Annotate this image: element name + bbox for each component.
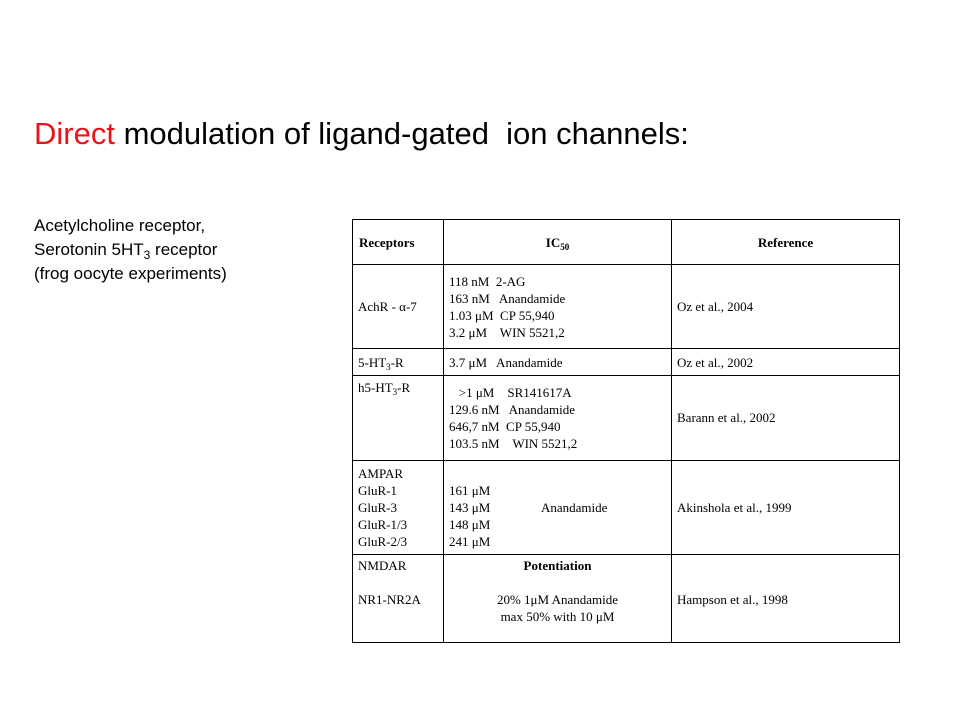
header-ic50-subscript: 50	[560, 241, 570, 252]
reference-cell: Oz et al., 2004	[672, 265, 900, 349]
ic50-value: 163 nM Anandamide	[449, 290, 566, 306]
side-note	[34, 214, 227, 286]
ic50-value: 161 μM	[449, 482, 491, 498]
receptor-cell: AchR - α-7	[353, 265, 444, 349]
reference-cell: Akinshola et al., 1999	[672, 460, 900, 554]
ic50-value: 1.03 μM CP 55,940	[449, 307, 555, 323]
ic50-value: 148 μM	[449, 516, 491, 532]
ic50-value: >1 μM SR141617A	[449, 384, 572, 400]
side-note-line-2	[34, 238, 227, 262]
receptor-name: h5-HT	[358, 380, 393, 396]
ic50-value: 20% 1μM Anandamide	[496, 591, 619, 607]
table-row	[353, 349, 900, 376]
ic50-value: 646,7 nM CP 55,940	[449, 418, 561, 434]
receptor-cell	[353, 554, 444, 642]
receptor-subscript: 3	[392, 387, 398, 398]
title-rest: modulation of ligand-gated ion channels:	[114, 116, 689, 151]
receptor-name: GluR-1/3	[358, 516, 408, 532]
receptor-name: NR1-NR2A	[358, 591, 421, 607]
table-row	[353, 554, 900, 642]
potentiation-heading: Potentiation	[523, 557, 592, 573]
ic50-cell	[444, 460, 672, 554]
receptor-subscript: 3	[386, 361, 391, 372]
ic50-cell	[444, 376, 672, 460]
receptor-suffix: -R	[397, 380, 411, 396]
ic50-value: 129.6 nM Anandamide	[449, 401, 576, 417]
reference-cell: Hampson et al., 1998	[672, 554, 900, 642]
ic50-value: 118 nM 2-AG	[449, 273, 526, 289]
ic50-value: 103.5 nM WIN 5521,2	[449, 435, 578, 451]
ic50-value: 3.2 μM WIN 5521,2	[449, 324, 565, 340]
side-note-line-3: (frog oocyte experiments)	[34, 264, 227, 283]
side-note-line-2-suffix: receptor	[150, 240, 218, 259]
ic50-cell-layout	[449, 465, 666, 550]
receptor-name: GluR-3	[358, 499, 397, 515]
ic50-values	[449, 465, 541, 550]
reference-cell: Oz et al., 2002	[672, 349, 900, 376]
table-row	[353, 265, 900, 349]
receptor-name: NMDAR	[358, 557, 407, 573]
reference-cell: Barann et al., 2002	[672, 376, 900, 460]
receptor-cell	[353, 349, 444, 376]
ic50-agent: Anandamide	[541, 499, 608, 515]
ic50-cell	[444, 554, 672, 642]
title-accent-word: Direct	[34, 116, 115, 151]
side-note-line-2-subscript: 3	[143, 248, 151, 262]
receptor-name: AMPAR	[358, 465, 404, 481]
ic50-cell	[444, 349, 672, 376]
header-ic50	[444, 220, 672, 265]
ic50-agent-wrap	[541, 465, 607, 550]
header-ic50-main: IC	[545, 234, 561, 250]
ic50-cell	[444, 265, 672, 349]
receptor-table	[352, 219, 900, 643]
ic50-value: max 50% with 10 μM	[500, 608, 615, 624]
receptor-name: GluR-2/3	[358, 533, 408, 549]
header-receptors: Receptors	[353, 220, 444, 265]
table-row	[353, 460, 900, 554]
receptor-cell	[353, 376, 444, 460]
receptor-cell	[353, 460, 444, 554]
receptor-name: 5-HT	[358, 354, 387, 370]
ic50-value: 143 μM	[449, 499, 491, 515]
side-note-line-1: Acetylcholine receptor,	[34, 216, 206, 235]
slide-title	[34, 113, 689, 155]
ic50-value: 241 μM	[449, 533, 491, 549]
receptor-name: GluR-1	[358, 482, 397, 498]
side-note-line-2-text: Serotonin 5HT	[34, 240, 144, 259]
receptor-suffix: -R	[390, 354, 404, 370]
header-reference: Reference	[672, 220, 900, 265]
ic50-value: 3.7 μM Anandamide	[449, 354, 563, 370]
table-row	[353, 376, 900, 460]
table-header-row	[353, 220, 900, 265]
